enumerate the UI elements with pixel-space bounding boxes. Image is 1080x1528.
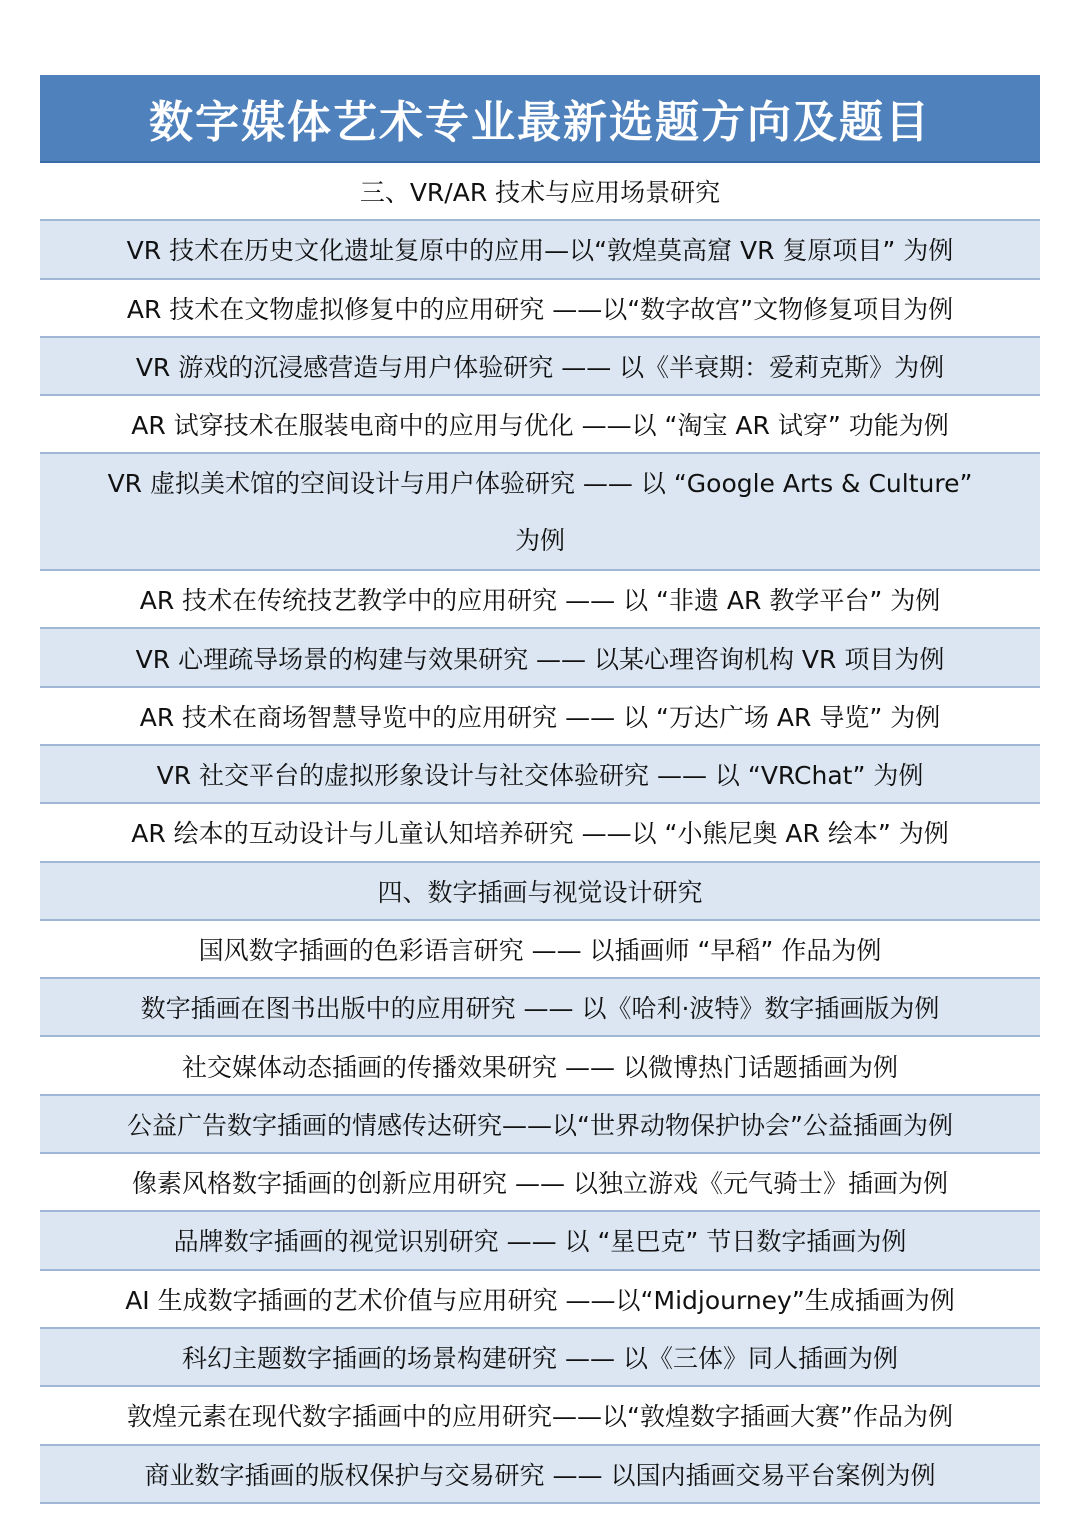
topic-row: VR 心理疏导场景的构建与效果研究 —— 以某心理咨询机构 VR 项目为例 — [40, 629, 1040, 687]
topic-row: VR 游戏的沉浸感营造与用户体验研究 —— 以《半衰期：爱莉克斯》为例 — [40, 338, 1040, 396]
topic-row: AI 生成数字插画的艺术价值与应用研究 ——以“Midjourney”生成插画为例 — [40, 1271, 1040, 1329]
topic-row: 数字插画在图书出版中的应用研究 —— 以《哈利·波特》数字插画版为例 — [40, 979, 1040, 1037]
topic-row: 社交媒体动态插画的传播效果研究 —— 以微博热门话题插画为例 — [40, 1037, 1040, 1095]
section-header-illustration: 四、数字插画与视觉设计研究 — [40, 863, 1040, 921]
topic-row: AR 技术在文物虚拟修复中的应用研究 ——以“数字故宫”文物修复项目为例 — [40, 280, 1040, 338]
topic-row: 商业数字插画的版权保护与交易研究 —— 以国内插画交易平台案例为例 — [40, 1446, 1040, 1504]
topic-row: AR 试穿技术在服装电商中的应用与优化 ——以 “淘宝 AR 试穿” 功能为例 — [40, 396, 1040, 454]
topic-row: VR 社交平台的虚拟形象设计与社交体验研究 —— 以 “VRChat” 为例 — [40, 746, 1040, 804]
topic-row: 敦煌元素在现代数字插画中的应用研究——以“敦煌数字插画大赛”作品为例 — [40, 1387, 1040, 1445]
topic-row: 公益广告数字插画的情感传达研究——以“世界动物保护协会”公益插画为例 — [40, 1096, 1040, 1154]
topic-row: VR 虚拟美术馆的空间设计与用户体验研究 —— 以 “Google Arts & Culture” 为例 — [40, 454, 1040, 571]
topic-row: AR 绘本的互动设计与儿童认知培养研究 ——以 “小熊尼奥 AR 绘本” 为例 — [40, 804, 1040, 862]
topic-row: VR 技术在历史文化遗址复原中的应用—以“敦煌莫高窟 VR 复原项目” 为例 — [40, 221, 1040, 279]
topic-row: 像素风格数字插画的创新应用研究 —— 以独立游戏《元气骑士》插画为例 — [40, 1154, 1040, 1212]
topic-row: 国风数字插画的色彩语言研究 —— 以插画师 “早稻” 作品为例 — [40, 921, 1040, 979]
section-header-vr-ar: 三、VR/AR 技术与应用场景研究 — [40, 163, 1040, 221]
topic-row: AR 技术在商场智慧导览中的应用研究 —— 以 “万达广场 AR 导览” 为例 — [40, 688, 1040, 746]
topic-row: 科幻主题数字插画的场景构建研究 —— 以《三体》同人插画为例 — [40, 1329, 1040, 1387]
page-title: 数字媒体艺术专业最新选题方向及题目 — [40, 75, 1040, 163]
topic-sheet — [40, 75, 1040, 1504]
topic-row: AR 技术在传统技艺教学中的应用研究 —— 以 “非遗 AR 教学平台” 为例 — [40, 571, 1040, 629]
topic-row: 品牌数字插画的视觉识别研究 —— 以 “星巴克” 节日数字插画为例 — [40, 1212, 1040, 1270]
